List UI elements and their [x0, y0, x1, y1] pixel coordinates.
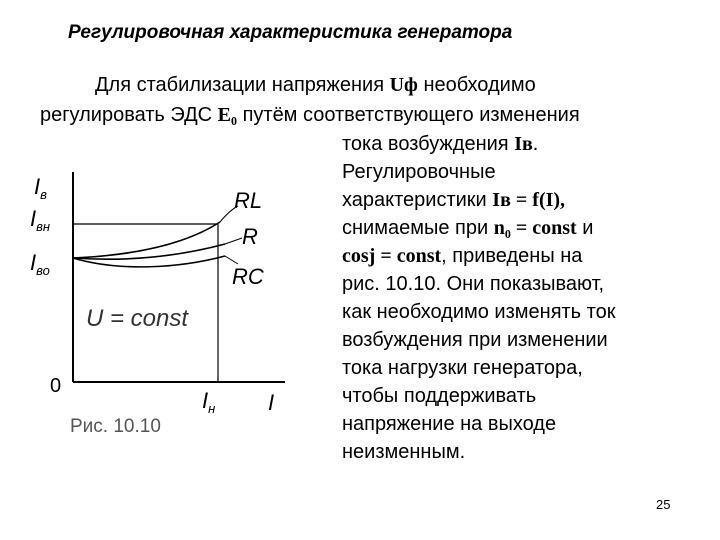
intro-line-1: [40, 70, 700, 100]
desc-line: рис. 10.10. Они показывают,: [342, 273, 605, 295]
symbol-iv: Iв: [514, 133, 533, 155]
leader-r: [225, 238, 242, 244]
desc-line: неизменным.: [342, 441, 466, 463]
desc-line: [342, 130, 702, 158]
desc-line: чтобы поддерживать: [342, 385, 537, 407]
figure-caption: Рис. 10.10: [70, 416, 161, 437]
desc-line: тока нагрузки генератора,: [342, 357, 583, 379]
label-ivo: $I_{во}$: [30, 250, 50, 278]
desc-text: .: [532, 133, 539, 155]
condition-label: U = const: [86, 305, 189, 332]
figure-10-10: [20, 160, 340, 450]
intro-paragraph: [40, 70, 700, 130]
symbol-uf: Uф: [389, 74, 418, 96]
desc-line: [342, 186, 702, 214]
label-in: $I_н$: [202, 388, 216, 416]
curve-label-r: R: [242, 224, 258, 249]
formula-n0-const: n₀ = const: [493, 217, 577, 239]
page-number: 25: [656, 497, 671, 512]
intro-line-2: [40, 100, 700, 130]
description-paragraph: [342, 130, 702, 466]
intro-text: путём соответствующего изменения: [237, 104, 580, 126]
label-iv: $I_в$: [34, 174, 47, 202]
desc-text: тока возбуждения: [342, 133, 515, 155]
desc-text: и: [576, 217, 594, 239]
intro-text: регулировать ЭДС: [40, 104, 218, 126]
intro-text: Для стабилизации напряжения: [95, 74, 390, 96]
regulation-characteristic-diagram: [20, 160, 340, 450]
desc-line: [342, 242, 702, 270]
desc-text: , приведены на: [441, 245, 583, 267]
desc-text: характеристики: [342, 189, 493, 211]
desc-line: как необходимо изменять ток: [342, 301, 616, 323]
formula-cosj-const: cosj = const: [342, 245, 442, 267]
symbol-e0: E₀: [217, 104, 238, 126]
label-i: I: [268, 390, 275, 415]
leader-rc: [225, 256, 238, 264]
formula-iv-f-i: Iв = f(I),: [492, 189, 566, 211]
intro-text: необходимо: [417, 74, 536, 96]
label-zero: 0: [50, 375, 62, 397]
desc-line: возбуждения при изменении: [342, 329, 608, 351]
desc-line: [342, 214, 702, 242]
slide-title: Регулировочная характеристика генератора: [68, 22, 513, 43]
desc-line: напряжение на выходе: [342, 413, 557, 435]
curve-rl: [73, 222, 220, 258]
label-ivn: $I_{вн}$: [30, 206, 51, 234]
desc-text: снимаемые при: [342, 217, 494, 239]
desc-line: Регулировочные: [342, 161, 496, 183]
curve-label-rl: RL: [234, 188, 263, 213]
curve-label-rc: RC: [232, 264, 264, 289]
